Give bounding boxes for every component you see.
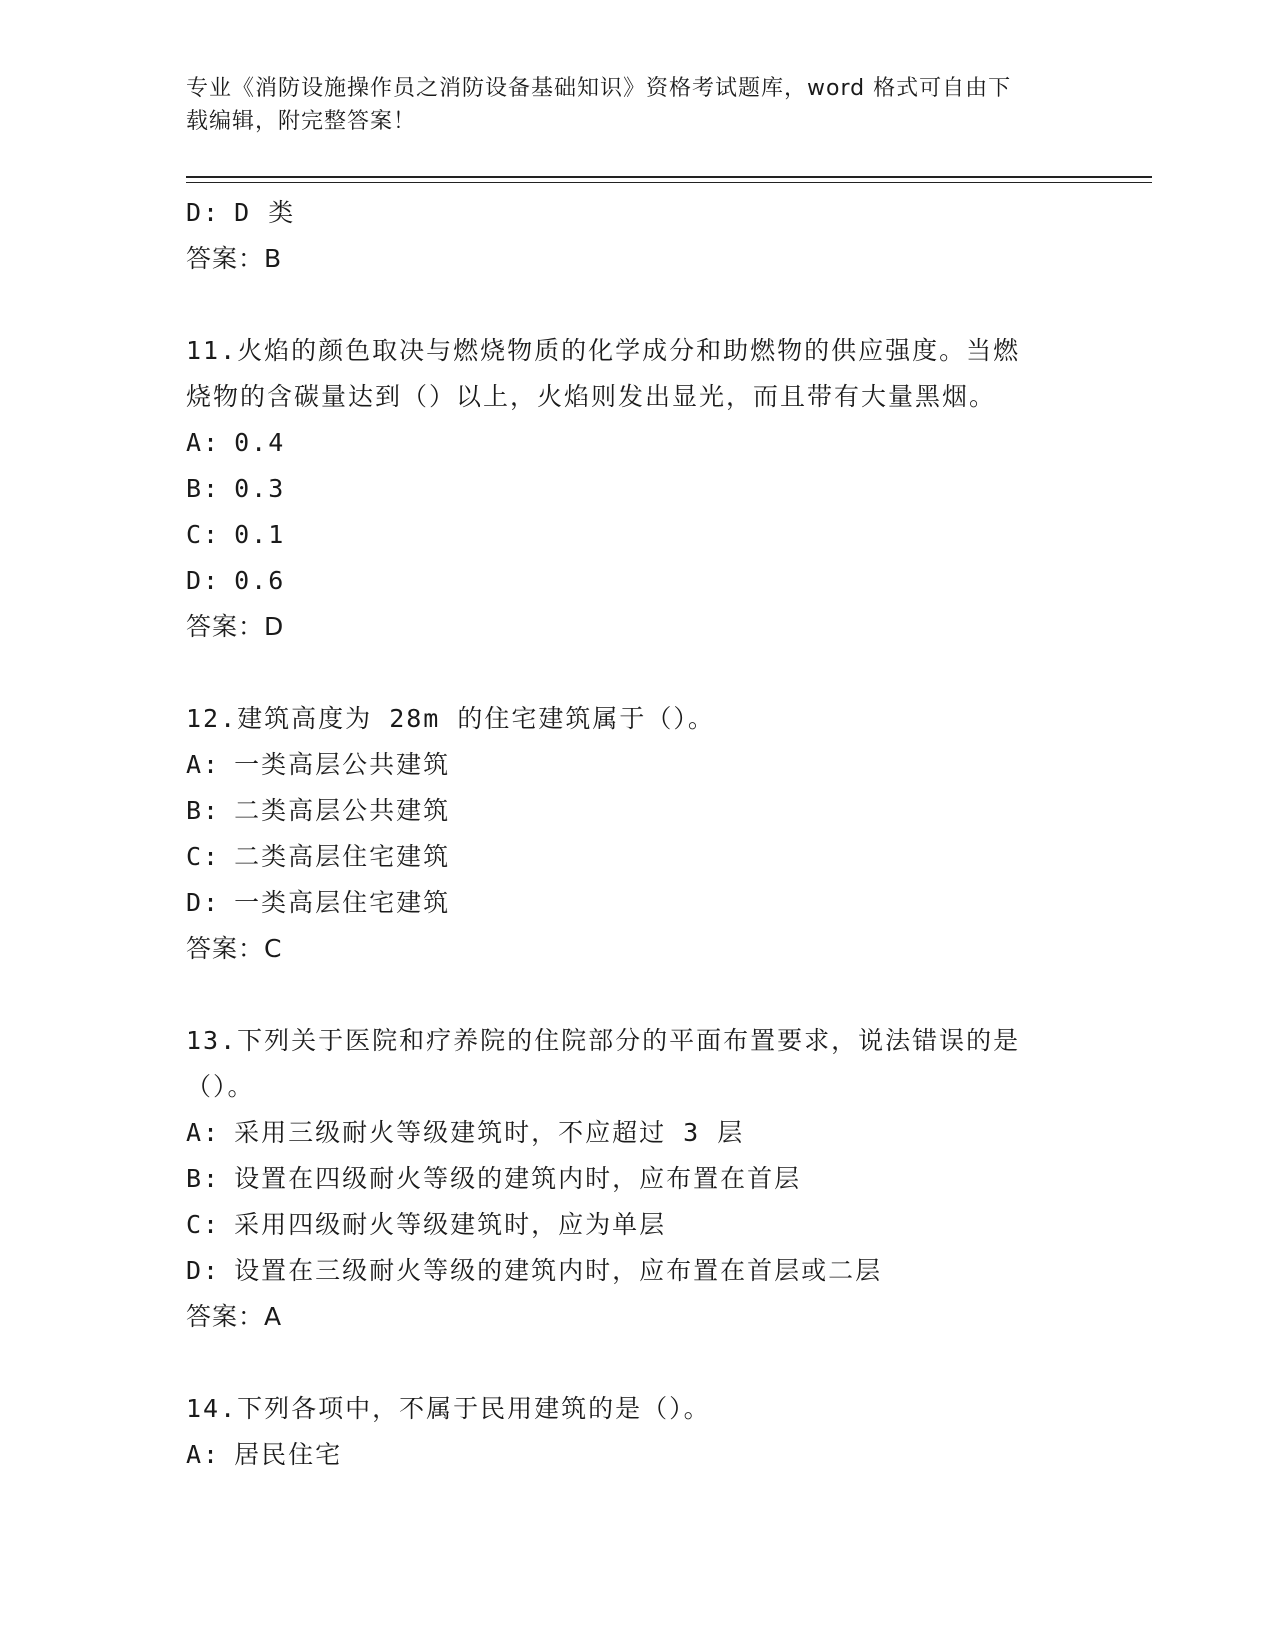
question-number: 13. [186,1026,238,1055]
option-a: A: 一类高层公共建筑 [186,750,451,779]
option-d: D: 设置在三级耐火等级的建筑内时，应布置在首层或二层 [186,1256,883,1285]
question-number: 14. [186,1394,238,1423]
option-b: B: 二类高层公共建筑 [186,796,451,825]
answer-line: 答案：C [186,934,283,963]
answer-line: 答案：A [186,1302,283,1331]
option-c: C: 采用四级耐火等级建筑时，应为单层 [186,1210,667,1239]
header-line-2: 载编辑，附完整答案！ [186,109,417,134]
option-b: B: 0.3 [186,474,286,503]
question-text-line-1: 12.建筑高度为 28m 的住宅建筑属于（）。 [186,704,715,733]
question-text-line-1: 14.下列各项中，不属于民用建筑的是（）。 [186,1394,711,1423]
question-11 [186,328,1086,650]
option-a: A: 0.4 [186,428,286,457]
header-rule-thin [186,182,1152,183]
option-c: C: 二类高层住宅建筑 [186,842,451,871]
option-text: D 类 [234,198,296,227]
question-13 [186,1018,1086,1340]
option-d: D: 一类高层住宅建筑 [186,888,451,917]
question-text-line-2: 烧物的含碳量达到（）以上，火焰则发出显光，而且带有大量黑烟。 [186,382,997,411]
question-number: 11. [186,336,238,365]
header-line-1: 专业《消防设施操作员之消防设备基础知识》资格考试题库，word 格式可自由下 [186,76,1012,101]
option-a: A: 采用三级耐火等级建筑时，不应超过 3 层 [186,1118,745,1147]
question-text-line-2: （）。 [186,1072,255,1101]
question-text-line-1: 13.下列关于医院和疗养院的住院部分的平面布置要求，说法错误的是 [186,1026,1021,1055]
option-b: B: 设置在四级耐火等级的建筑内时，应布置在首层 [186,1164,802,1193]
option-a: A: 居民住宅 [186,1440,343,1469]
document-header [186,72,1086,138]
option-label: D: [186,198,221,227]
question-12 [186,696,1086,972]
question-number: 12. [186,704,238,733]
header-rule-thick [186,176,1152,178]
option-d: D: 0.6 [186,566,286,595]
question-text-line-1: 11.火焰的颜色取决与燃烧物质的化学成分和助燃物的供应强度。当燃 [186,336,1021,365]
question-14 [186,1386,1086,1478]
option-c: C: 0.1 [186,520,286,549]
answer-line: 答案：D [186,612,285,641]
answer-line: 答案：B [186,244,283,273]
question-list [186,190,1086,1478]
option-d [186,190,1086,236]
